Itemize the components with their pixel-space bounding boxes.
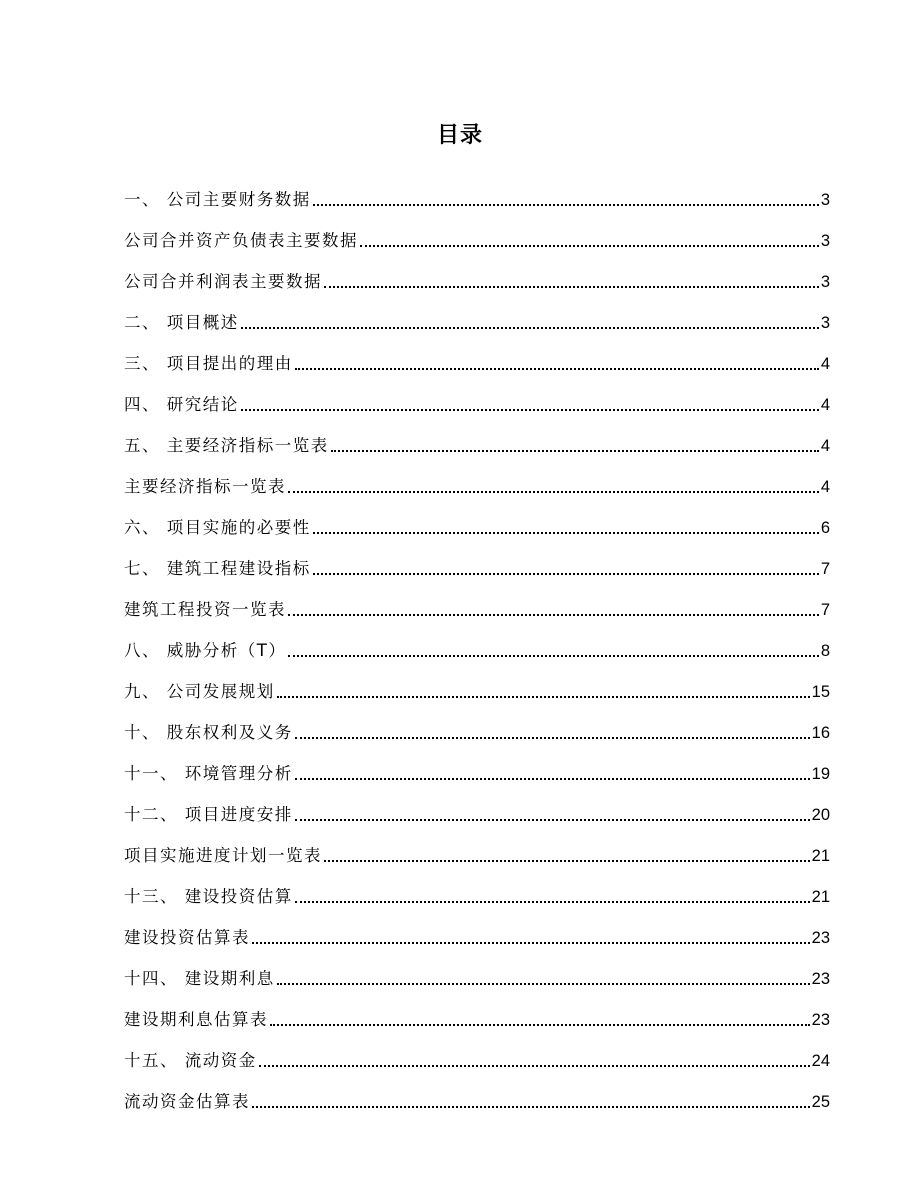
toc-leader-dots: [277, 983, 810, 985]
toc-entry-page: 3: [820, 232, 830, 250]
toc-entry-page: 19: [811, 765, 830, 783]
toc-entry[interactable]: [124, 379, 830, 420]
toc-entry-page: 4: [820, 437, 830, 455]
toc-entry-text: 五、 主要经济指标一览表: [124, 436, 329, 455]
toc-entry-text: 十一、 环境管理分析: [124, 764, 293, 783]
toc-entry-page: 21: [811, 888, 830, 906]
toc-entry[interactable]: [124, 912, 830, 953]
toc-entry-text: 二、 项目概述: [124, 313, 239, 332]
toc-entry-page: 7: [820, 601, 830, 619]
toc-leader-dots: [241, 409, 819, 411]
toc-entry-page: 3: [820, 314, 830, 332]
toc-entry-text: 八、 威胁分析（T）: [124, 641, 287, 660]
toc-entry-text: 九、 公司发展规划: [124, 682, 275, 701]
toc-entry-text: 建设投资估算表: [124, 928, 250, 947]
toc-entry[interactable]: [124, 789, 830, 830]
toc-leader-dots: [288, 614, 819, 616]
toc-leader-dots: [313, 573, 819, 575]
toc-entry[interactable]: [124, 543, 830, 584]
toc-entry[interactable]: [124, 502, 830, 543]
toc-entry-text: 十四、 建设期利息: [124, 969, 275, 988]
toc-entry-page: 15: [811, 683, 830, 701]
toc-entry-page: 4: [820, 396, 830, 414]
toc-leader-dots: [295, 778, 810, 780]
toc-entry-page: 8: [820, 642, 830, 660]
toc-leader-dots: [295, 901, 810, 903]
toc-entry-text: 流动资金估算表: [124, 1092, 250, 1111]
toc-entry-text: 七、 建筑工程建设指标: [124, 559, 311, 578]
toc-leader-dots: [295, 368, 819, 370]
toc-entry[interactable]: [124, 1035, 830, 1076]
toc-entry-text: 项目实施进度计划一览表: [124, 846, 322, 865]
toc-list: [124, 174, 830, 1117]
toc-entry-text: 公司合并利润表主要数据: [124, 272, 322, 291]
toc-entry[interactable]: [124, 830, 830, 871]
toc-entry[interactable]: [124, 953, 830, 994]
toc-entry-page: 6: [820, 519, 830, 537]
toc-entry-page: 23: [811, 929, 830, 947]
toc-entry-text: 十、 股东权利及义务: [124, 723, 293, 742]
toc-leader-dots: [313, 204, 819, 206]
toc-entry[interactable]: [124, 420, 830, 461]
toc-entry-text: 一、 公司主要财务数据: [124, 190, 311, 209]
toc-leader-dots: [288, 655, 818, 657]
toc-leader-dots: [270, 1024, 810, 1026]
toc-entry-page: 23: [811, 970, 830, 988]
toc-entry[interactable]: [124, 994, 830, 1035]
toc-entry-page: 24: [811, 1052, 830, 1070]
toc-leader-dots: [259, 1065, 810, 1067]
toc-entry-page: 4: [820, 478, 830, 496]
toc-entry[interactable]: [124, 707, 830, 748]
toc-entry-page: 23: [811, 1011, 830, 1029]
toc-leader-dots: [252, 1106, 810, 1108]
toc-leader-dots: [277, 696, 810, 698]
toc-entry-text: 十三、 建设投资估算: [124, 887, 293, 906]
toc-entry[interactable]: [124, 748, 830, 789]
toc-entry-page: 20: [811, 806, 830, 824]
toc-leader-dots: [324, 286, 819, 288]
toc-entry-page: 3: [820, 273, 830, 291]
toc-entry-text: 十五、 流动资金: [124, 1051, 257, 1070]
toc-entry-page: 4: [820, 355, 830, 373]
toc-title: 目录: [436, 123, 483, 148]
toc-leader-dots: [295, 819, 810, 821]
toc-leader-dots: [360, 245, 819, 247]
toc-leader-dots: [295, 737, 810, 739]
toc-entry-text: 十二、 项目进度安排: [124, 805, 293, 824]
toc-entry-page: 7: [820, 560, 830, 578]
toc-leader-dots: [252, 942, 810, 944]
toc-entry-text: 六、 项目实施的必要性: [124, 518, 311, 537]
toc-entry[interactable]: [124, 215, 830, 256]
toc-entry-text: 建设期利息估算表: [124, 1010, 268, 1029]
toc-leader-dots: [241, 327, 819, 329]
toc-entry[interactable]: [124, 297, 830, 338]
toc-entry[interactable]: [124, 584, 830, 625]
toc-entry[interactable]: [124, 666, 830, 707]
toc-entry-page: 25: [811, 1093, 830, 1111]
toc-entry-page: 3: [820, 191, 830, 209]
toc-entry-page: 21: [811, 847, 830, 865]
toc-entry-page: 16: [811, 724, 830, 742]
toc-entry-text: 四、 研究结论: [124, 395, 239, 414]
toc-entry[interactable]: [124, 461, 830, 502]
toc-entry-text: 三、 项目提出的理由: [124, 354, 293, 373]
toc-entry[interactable]: [124, 174, 830, 215]
toc-leader-dots: [313, 532, 819, 534]
toc-leader-dots: [331, 450, 819, 452]
toc-entry-text: 建筑工程投资一览表: [124, 600, 286, 619]
toc-entry[interactable]: [124, 871, 830, 912]
toc-entry-text: 公司合并资产负债表主要数据: [124, 231, 358, 250]
toc-entry[interactable]: [124, 1076, 830, 1117]
toc-entry[interactable]: [124, 256, 830, 297]
toc-entry-text: 主要经济指标一览表: [124, 477, 286, 496]
toc-leader-dots: [324, 860, 810, 862]
toc-entry[interactable]: [124, 338, 830, 379]
toc-leader-dots: [288, 491, 819, 493]
toc-entry[interactable]: [124, 625, 830, 666]
